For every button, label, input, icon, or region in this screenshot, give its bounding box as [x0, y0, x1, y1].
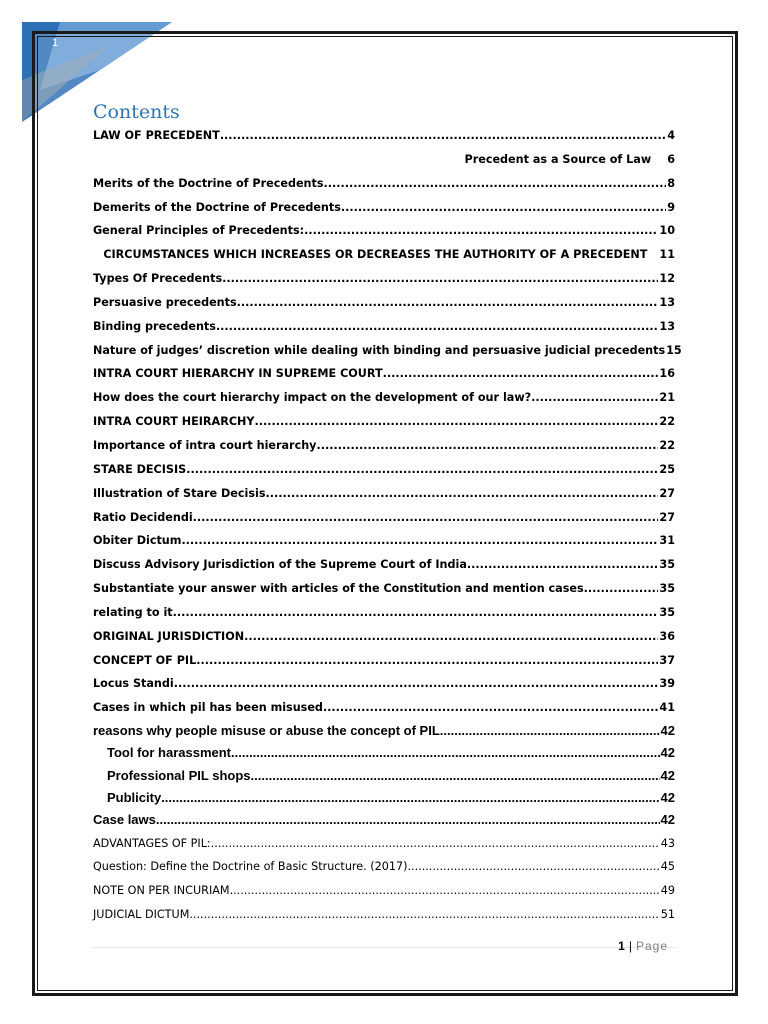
- toc-entry[interactable]: [93, 172, 675, 196]
- toc-entry-page: 25: [659, 462, 675, 476]
- toc-dot-leader: [251, 765, 660, 787]
- toc-entry-page: 51: [660, 908, 675, 922]
- toc-entry[interactable]: [93, 529, 675, 553]
- toc-entry-title: General Principles of Precedents:: [93, 224, 305, 238]
- corner-page-number: 1: [52, 37, 59, 49]
- toc-entry-page: 13: [659, 319, 675, 333]
- toc-entry-title: Binding precedents: [93, 319, 216, 333]
- toc-entry-page: 42: [660, 789, 675, 805]
- toc-dot-leader: [383, 362, 659, 386]
- toc-entry-page: 36: [659, 629, 675, 643]
- toc-dot-leader: [255, 410, 659, 434]
- toc-entry-page: 9: [667, 200, 675, 214]
- toc-entry-page: 41: [659, 701, 675, 715]
- toc-entry[interactable]: [93, 577, 675, 601]
- toc-entry-title: JUDICIAL DICTUM: [93, 908, 190, 922]
- toc-dot-leader: [161, 787, 659, 809]
- toc-entry-page: 27: [659, 486, 675, 500]
- page-footer: [618, 939, 668, 953]
- toc-entry[interactable]: [93, 625, 675, 649]
- toc-entry-page: 42: [660, 723, 675, 739]
- toc-entry-page: 31: [659, 534, 675, 548]
- toc-entry-title: ORIGINAL JURISDICTION: [93, 629, 245, 643]
- toc-dot-leader: [173, 601, 659, 625]
- toc-entry-title: Illustration of Stare Decisis: [93, 486, 266, 500]
- toc-dot-leader: [316, 434, 658, 458]
- toc-entry-title: Obiter Dictum: [93, 534, 182, 548]
- toc-entry-title: Discuss Advisory Jurisdiction of the Supreme Court of India: [93, 558, 467, 572]
- toc-entry[interactable]: [93, 787, 675, 809]
- toc-dot-leader: [156, 809, 660, 831]
- toc-entry[interactable]: [93, 696, 675, 720]
- toc-entry[interactable]: [93, 879, 675, 903]
- toc-dot-leader: [244, 625, 658, 649]
- toc-dot-leader: [531, 386, 658, 410]
- toc-entry-title: Demerits of the Doctrine of Precedents: [93, 200, 341, 214]
- toc-dot-leader: [237, 291, 659, 315]
- toc-dot-leader: [216, 315, 658, 339]
- toc-entry-title: Precedent as a Source of Law: [464, 152, 652, 166]
- toc-entry[interactable]: [93, 601, 675, 625]
- toc-entry[interactable]: [93, 832, 675, 856]
- toc-entry[interactable]: [93, 362, 675, 386]
- table-of-contents: [93, 124, 682, 927]
- toc-entry[interactable]: [93, 506, 675, 530]
- toc-entry-title: LAW OF PRECEDENT: [93, 129, 220, 142]
- toc-dot-leader: [304, 219, 658, 243]
- toc-dot-leader: [584, 577, 659, 601]
- toc-entry-page: 49: [660, 884, 675, 898]
- toc-dot-leader: [222, 267, 658, 291]
- toc-entry-title: Publicity: [107, 789, 162, 805]
- toc-entry-page: 43: [660, 836, 675, 850]
- toc-entry-page: 12: [659, 272, 675, 286]
- toc-entry[interactable]: [93, 196, 675, 220]
- toc-entry-page: 35: [659, 605, 675, 619]
- toc-entry[interactable]: [93, 809, 675, 831]
- toc-entry[interactable]: [93, 339, 682, 363]
- toc-entry-page: 21: [659, 391, 675, 405]
- toc-entry-title: CONCEPT OF PIL: [93, 653, 197, 667]
- toc-entry-title: Importance of intra court hierarchy: [93, 438, 317, 452]
- toc-entry-page: 10: [659, 224, 675, 238]
- toc-entry[interactable]: [93, 291, 675, 315]
- toc-entry-title: INTRA COURT HEIRARCHY: [93, 415, 255, 429]
- toc-entry-page: 22: [659, 415, 675, 429]
- toc-entry-title: Merits of the Doctrine of Precedents: [93, 176, 324, 190]
- toc-entry-page: 16: [659, 367, 675, 381]
- toc-dot-leader: [181, 529, 658, 553]
- toc-entry[interactable]: [93, 553, 675, 577]
- toc-entry-title: Question: Define the Doctrine of Basic Structure. (2017): [93, 860, 408, 874]
- toc-dot-leader: [174, 672, 659, 696]
- toc-entry-page: 42: [660, 745, 675, 761]
- toc-entry[interactable]: [93, 672, 675, 696]
- toc-entry-title: Tool for harassment: [107, 745, 232, 761]
- toc-entry[interactable]: [93, 410, 675, 434]
- toc-dot-leader: [266, 482, 659, 506]
- toc-entry-page: 4: [667, 129, 675, 142]
- toc-entry-title: CIRCUMSTANCES WHICH INCREASES OR DECREASES THE AUTHORITY OF A PRECEDENT: [103, 248, 648, 262]
- toc-entry-title: ADVANTAGES OF PIL:: [93, 836, 211, 850]
- toc-entry-page: 45: [660, 860, 675, 874]
- toc-dot-leader: [196, 649, 658, 673]
- toc-entry-title: Case laws: [93, 812, 156, 828]
- toc-entry[interactable]: [93, 855, 675, 879]
- footer-page-number: 1: [618, 939, 626, 953]
- footer-page-label: Page: [635, 939, 668, 953]
- toc-dot-leader: [407, 855, 659, 879]
- toc-entry-title: STARE DECISIS: [93, 462, 187, 476]
- toc-entry-title: INTRA COURT HIERARCHY IN SUPREME COURT: [93, 367, 383, 381]
- toc-entry-page: 22: [659, 438, 675, 452]
- toc-entry[interactable]: [93, 219, 675, 243]
- toc-entry-page: 8: [667, 176, 675, 190]
- toc-entry-title: How does the court hierarchy impact on the development of our law?: [93, 391, 532, 405]
- toc-entry[interactable]: [93, 315, 675, 339]
- toc-dot-leader: [440, 720, 660, 742]
- footer-separator: |: [628, 939, 633, 953]
- toc-entry-title: Nature of judges’ discretion while dealing with binding and persuasive judicial precedents: [93, 343, 666, 357]
- toc-entry-title: Substantiate your answer with articles of the Constitution and mention cases: [93, 582, 584, 596]
- toc-entry[interactable]: [93, 124, 675, 148]
- toc-entry[interactable]: [93, 649, 675, 673]
- toc-entry[interactable]: [93, 243, 675, 267]
- toc-entry[interactable]: [93, 765, 675, 787]
- toc-entry-page: 37: [659, 653, 675, 667]
- toc-entry-title: Types Of Precedents: [93, 272, 223, 286]
- toc-entry[interactable]: [93, 903, 675, 927]
- toc-entry-page: 27: [659, 510, 675, 524]
- toc-entry-page: 35: [659, 558, 675, 572]
- toc-entry-page: 13: [659, 295, 675, 309]
- toc-entry[interactable]: [93, 458, 675, 482]
- toc-entry[interactable]: [93, 434, 675, 458]
- toc-entry[interactable]: [93, 386, 675, 410]
- toc-entry[interactable]: [93, 482, 675, 506]
- toc-entry-page: 42: [660, 812, 675, 828]
- toc-entry[interactable]: [93, 148, 675, 172]
- footer-rule: [93, 947, 675, 948]
- toc-entry-page: 15: [666, 343, 682, 357]
- toc-entry-title: Ratio Decidendi: [93, 510, 193, 524]
- toc-dot-leader: [211, 832, 660, 856]
- contents-heading: Contents: [93, 101, 180, 123]
- toc-entry-title: Persuasive precedents: [93, 295, 237, 309]
- toc-dot-leader: [467, 553, 659, 577]
- toc-entry-page: 6: [667, 152, 675, 166]
- toc-entry-page: 35: [659, 582, 675, 596]
- toc-dot-leader: [323, 696, 658, 720]
- toc-dot-leader: [186, 458, 658, 482]
- toc-dot-leader: [230, 879, 660, 903]
- toc-entry-title: NOTE ON PER INCURIAM: [93, 884, 230, 898]
- toc-dot-leader: [193, 506, 659, 530]
- toc-entry-title: relating to it: [93, 605, 173, 619]
- toc-entry-page: 11: [659, 248, 675, 262]
- toc-entry-page: 42: [660, 767, 675, 783]
- toc-entry-title: Professional PIL shops: [107, 767, 251, 783]
- toc-entry-title: Cases in which pil has been misused: [93, 701, 323, 715]
- toc-dot-leader: [324, 172, 667, 196]
- toc-dot-leader: [220, 124, 666, 148]
- toc-dot-leader: [341, 196, 666, 220]
- toc-entry[interactable]: [93, 267, 675, 291]
- toc-entry[interactable]: [93, 720, 675, 742]
- toc-dot-leader: [189, 903, 659, 927]
- toc-entry-title: reasons why people misuse or abuse the concept of PIL: [93, 723, 440, 739]
- toc-entry[interactable]: [93, 742, 675, 764]
- toc-entry-page: 39: [659, 677, 675, 691]
- toc-dot-leader: [231, 742, 660, 764]
- toc-entry-title: Locus Standi: [93, 677, 174, 691]
